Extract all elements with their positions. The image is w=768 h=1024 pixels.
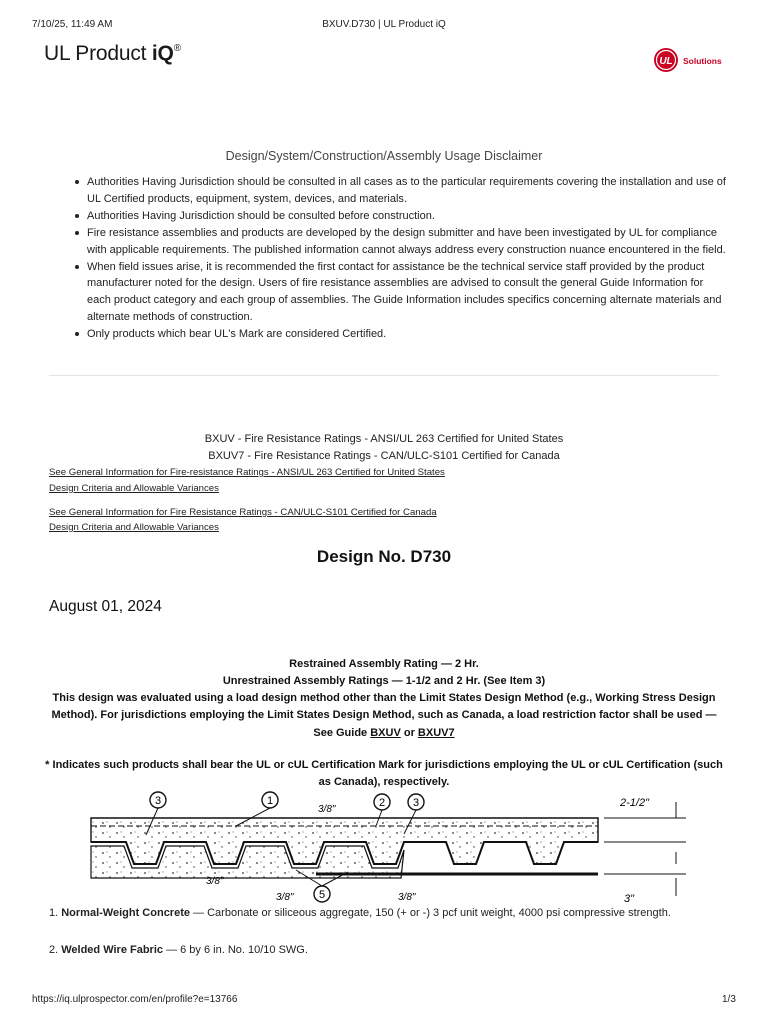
disclaimer-item: When field issues arise, it is recommended the first contact for assistance be the technical service staff provided by the product manufacturer noted for the design. Users of fire resistance assemblies are advised to consult the general Guide Information for each product category and each group of assemblies. The Guide Information includes specifics concerning alternate materials and alternate methods of construction. — [87, 259, 727, 325]
callout-label: 1 — [266, 795, 274, 807]
disclaimer-item: Authorities Having Jurisdiction should be consulted before construction. — [87, 208, 727, 225]
item-2 — [49, 944, 308, 956]
callout-label: 3 — [154, 795, 162, 807]
print-page-number: 1/3 — [722, 994, 736, 1005]
guide-bxuv-link[interactable]: BXUV — [370, 726, 401, 739]
item-name: Welded Wire Fabric — [61, 944, 164, 956]
general-info-us-link[interactable]: See General Information for Fire-resistance Ratings - ANSI/UL 263 Certified for United States — [49, 467, 445, 478]
design-criteria-link[interactable]: Design Criteria and Allowable Variances — [49, 483, 219, 494]
section-divider — [49, 375, 719, 376]
category-us: BXUV - Fire Resistance Ratings - ANSI/UL 263 Certified for United States — [204, 433, 564, 445]
general-info-canada-link[interactable]: See General Information for Fire Resistance Ratings - CAN/ULC-S101 Certified for Canada — [49, 507, 437, 518]
dim-label-left: 3/8" — [206, 876, 224, 887]
dim-label-right-bottom: 3" — [624, 893, 635, 905]
logo-text-regular: UL Product — [44, 42, 152, 65]
item-1 — [49, 907, 671, 919]
item-name: Normal-Weight Concrete — [61, 907, 190, 919]
item-number: 1. — [49, 907, 62, 919]
solutions-text: Solutions — [683, 56, 722, 66]
floor-assembly-diagram — [86, 790, 686, 908]
evaluation-note — [44, 690, 724, 742]
ul-product-iq-logo[interactable] — [44, 42, 181, 66]
dim-label-mid: 3/8" — [276, 892, 294, 903]
design-title: Design No. D730 — [316, 547, 452, 566]
print-url: https://iq.ulprospector.com/en/profile?e=13766 — [32, 994, 238, 1005]
ul-solutions-logo[interactable] — [653, 45, 733, 75]
dim-label-right-top: 2-1/2" — [620, 797, 649, 809]
disclaimer-item: Only products which bear UL's Mark are considered Certified. — [87, 326, 727, 343]
dim-label-top: 3/8" — [318, 804, 336, 815]
category-canada: BXUV7 - Fire Resistance Ratings - CAN/ULC-S101 Certified for Canada — [208, 450, 560, 462]
callout-label: 3 — [412, 797, 420, 809]
restrained-rating: Restrained Assembly Rating — 2 Hr. — [289, 658, 479, 670]
logo-registered: ® — [173, 43, 181, 54]
design-criteria-link[interactable]: Design Criteria and Allowable Variances — [49, 522, 219, 533]
unrestrained-rating: Unrestrained Assembly Ratings — 1-1/2 and 2 Hr. (See Item 3) — [222, 675, 546, 687]
dim-label-bottom: 3/8" — [398, 892, 416, 903]
guide-bxuv7-link[interactable]: BXUV7 — [417, 726, 455, 739]
print-page-title: BXUV.D730 | UL Product iQ — [322, 19, 446, 30]
item-desc: — 6 by 6 in. No. 10/10 SWG. — [163, 944, 308, 956]
ul-badge-text: UL — [659, 56, 673, 67]
evaluation-text: This design was evaluated using a load design method other than the Limit States Design Method (e.g., Working Stress Design Method). For jurisdictions employing the Limit States Design Method, such as Canada, a load restriction factor shall be used — See Guide — [51, 692, 717, 739]
design-date: August 01, 2024 — [49, 598, 162, 615]
callout-label: 2 — [378, 797, 386, 809]
disclaimer-item: Authorities Having Jurisdiction should be consulted in all cases as to the particular requirements covering the installation and use of UL Certified products, equipment, system, devices, and materials. — [87, 174, 727, 207]
certification-mark-note: * Indicates such products shall bear the UL or cUL Certification Mark for jurisdictions employing the UL or cUL Certification (such as Canada), respectively. — [45, 759, 723, 789]
logo-text-bold: iQ — [151, 42, 174, 65]
or-text: or — [400, 726, 418, 739]
disclaimer-item: Fire resistance assemblies and products are developed by the design submitter and have been investigated by UL for compliance with applicable requirements. The published information cannot always address every construction nuance encountered in the field. — [87, 225, 727, 258]
item-number: 2. — [49, 944, 62, 956]
item-desc: — Carbonate or siliceous aggregate, 150 (+ or -) 3 pcf unit weight, 4000 psi compressive strength. — [190, 907, 671, 919]
callout-label: 5 — [318, 889, 326, 901]
disclaimer-list — [87, 174, 727, 343]
disclaimer-title: Design/System/Construction/Assembly Usage Disclaimer — [225, 149, 543, 163]
print-datetime: 7/10/25, 11:49 AM — [32, 19, 113, 30]
